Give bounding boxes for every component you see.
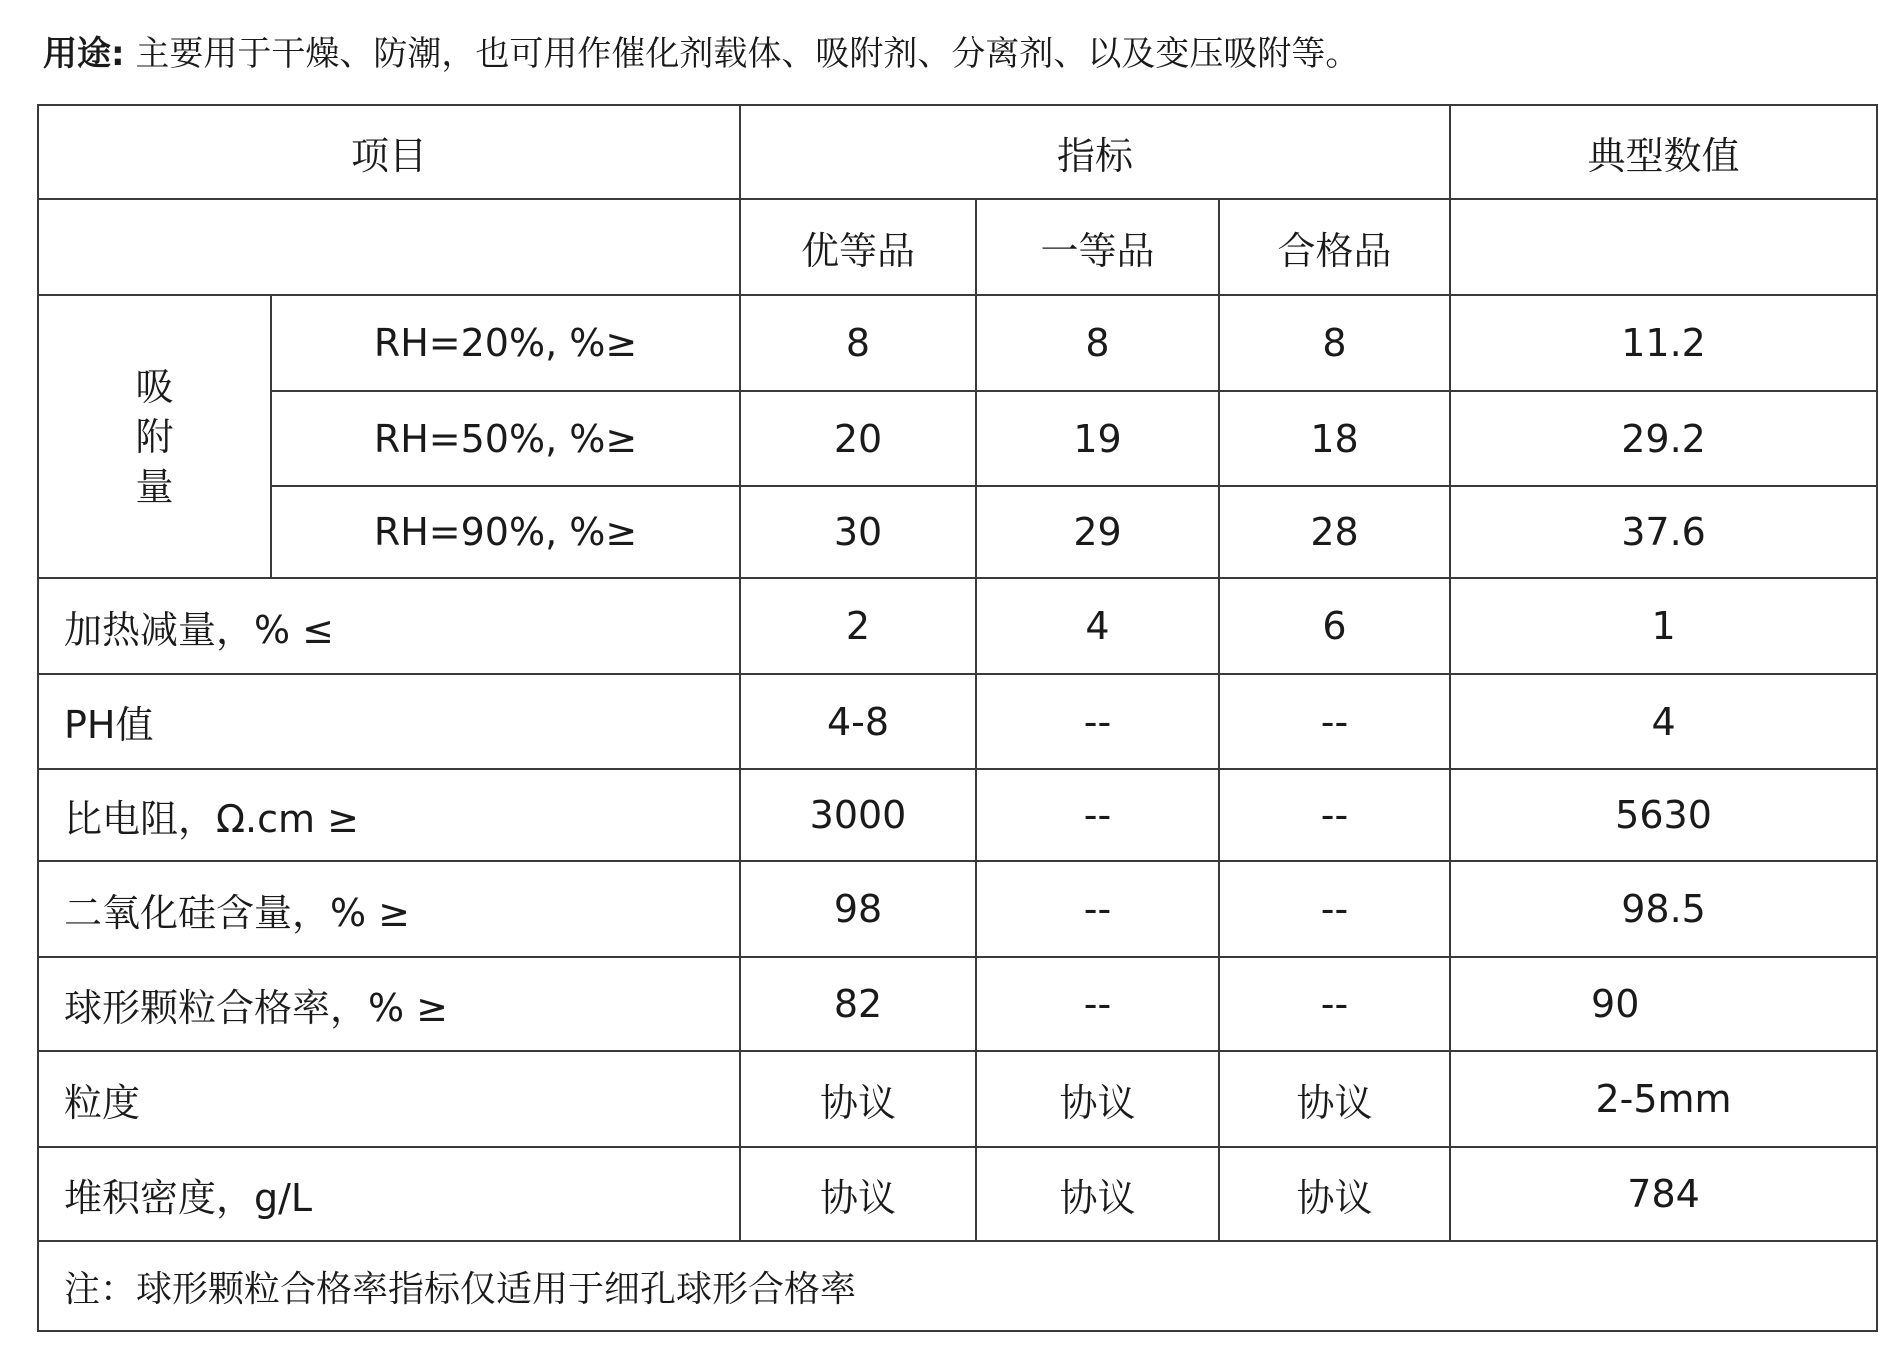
cell-grade3: -- xyxy=(1219,769,1450,861)
row-label: RH=20%, %≥ xyxy=(271,295,740,391)
row-label: 堆积密度，g/L xyxy=(38,1147,740,1241)
table-row xyxy=(38,1051,1877,1147)
cell-typical: 1 xyxy=(1450,578,1877,674)
subheader-empty xyxy=(38,199,740,295)
adsorption-row xyxy=(38,391,1877,486)
usage-text: 主要用于干燥、防潮，也可用作催化剂载体、吸附剂、分离剂、以及变压吸附等。 xyxy=(135,34,1360,74)
cell-grade3: -- xyxy=(1219,674,1450,769)
cell-grade2: -- xyxy=(976,957,1219,1051)
cell-typical: 37.6 xyxy=(1450,486,1877,578)
cell-grade2: -- xyxy=(976,674,1219,769)
table-row xyxy=(38,769,1877,861)
cell-typical: 784 xyxy=(1450,1147,1877,1241)
cell-typical: 2-5mm xyxy=(1450,1051,1877,1147)
cell-grade1: 8 xyxy=(740,295,976,391)
cell-grade1: 协议 xyxy=(740,1147,976,1241)
cell-grade1: 4-8 xyxy=(740,674,976,769)
row-label: 加热减量，% ≤ xyxy=(38,578,740,674)
usage-line xyxy=(43,26,1359,82)
cell-typical: 29.2 xyxy=(1450,391,1877,486)
cell-grade1: 2 xyxy=(740,578,976,674)
row-label: 粒度 xyxy=(38,1051,740,1147)
cell-typical: 90 xyxy=(1450,957,1877,1051)
row-label: 二氧化硅含量，% ≥ xyxy=(38,861,740,957)
row-label: RH=50%, %≥ xyxy=(271,391,740,486)
adsorption-char: 量 xyxy=(135,464,174,509)
header-index: 指标 xyxy=(740,105,1450,199)
cell-grade2: 协议 xyxy=(976,1051,1219,1147)
table-row xyxy=(38,1147,1877,1241)
note-row xyxy=(38,1241,1877,1331)
cell-grade3: 协议 xyxy=(1219,1051,1450,1147)
cell-grade1: 20 xyxy=(740,391,976,486)
adsorption-label xyxy=(38,295,271,578)
row-label: PH值 xyxy=(38,674,740,769)
subheader-grade2: 一等品 xyxy=(976,199,1219,295)
row-label: RH=90%, %≥ xyxy=(271,486,740,578)
subheader-grade3: 合格品 xyxy=(1219,199,1450,295)
cell-grade2: 协议 xyxy=(976,1147,1219,1241)
adsorption-char: 吸 xyxy=(135,364,174,409)
cell-grade2: 19 xyxy=(976,391,1219,486)
adsorption-row xyxy=(38,295,1877,391)
header-row xyxy=(38,105,1877,199)
table-row xyxy=(38,578,1877,674)
cell-grade3: 8 xyxy=(1219,295,1450,391)
cell-grade2: 8 xyxy=(976,295,1219,391)
spec-table xyxy=(37,104,1878,1332)
cell-grade2: 29 xyxy=(976,486,1219,578)
adsorption-row xyxy=(38,486,1877,578)
row-label: 比电阻，Ω.cm ≥ xyxy=(38,769,740,861)
cell-typical: 5630 xyxy=(1450,769,1877,861)
cell-grade2: -- xyxy=(976,861,1219,957)
cell-grade2: -- xyxy=(976,769,1219,861)
cell-typical: 4 xyxy=(1450,674,1877,769)
cell-grade3: 18 xyxy=(1219,391,1450,486)
usage-label: 用途: xyxy=(43,34,125,74)
cell-grade3: 协议 xyxy=(1219,1147,1450,1241)
cell-grade1: 30 xyxy=(740,486,976,578)
table-row xyxy=(38,674,1877,769)
subheader-typical-empty xyxy=(1450,199,1877,295)
cell-grade1: 82 xyxy=(740,957,976,1051)
header-item: 项目 xyxy=(38,105,740,199)
subheader-grade1: 优等品 xyxy=(740,199,976,295)
cell-grade1: 3000 xyxy=(740,769,976,861)
cell-grade3: -- xyxy=(1219,957,1450,1051)
header-typical: 典型数值 xyxy=(1450,105,1877,199)
table-row xyxy=(38,861,1877,957)
cell-typical: 98.5 xyxy=(1450,861,1877,957)
adsorption-char: 附 xyxy=(135,414,174,459)
table-note: 注：球形颗粒合格率指标仅适用于细孔球形合格率 xyxy=(38,1241,1877,1331)
cell-grade2: 4 xyxy=(976,578,1219,674)
subheader-row xyxy=(38,199,1877,295)
cell-grade1: 协议 xyxy=(740,1051,976,1147)
cell-typical: 11.2 xyxy=(1450,295,1877,391)
row-label: 球形颗粒合格率，% ≥ xyxy=(38,957,740,1051)
cell-grade3: 28 xyxy=(1219,486,1450,578)
cell-grade1: 98 xyxy=(740,861,976,957)
cell-grade3: 6 xyxy=(1219,578,1450,674)
cell-grade3: -- xyxy=(1219,861,1450,957)
table-row xyxy=(38,957,1877,1051)
